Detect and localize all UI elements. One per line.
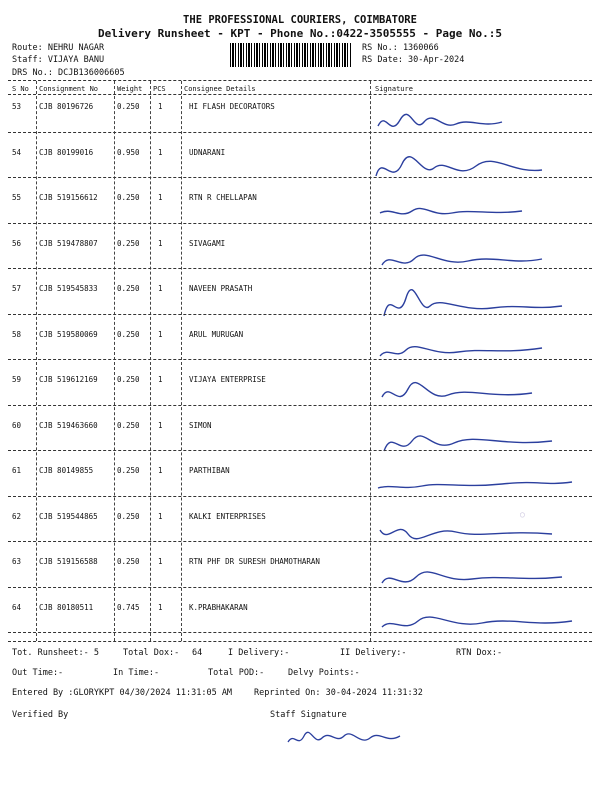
col-signature: Signature xyxy=(375,85,413,93)
row-separator xyxy=(8,359,592,360)
column-divider xyxy=(370,81,371,641)
row-separator xyxy=(8,587,592,588)
row-signature-scribble xyxy=(372,150,590,190)
row-consignee: VIJAYA ENTERPRISE xyxy=(189,375,266,384)
row-weight: 0.745 xyxy=(117,602,140,612)
staff-signature-label: Staff Signature xyxy=(270,710,347,720)
row-consignment-no: CJB 519156588 xyxy=(39,557,98,566)
row-signature-scribble xyxy=(372,559,590,599)
row-consignee: RTN PHF DR SURESH DHAMOTHARAN xyxy=(189,557,320,566)
row-signature-scribble xyxy=(372,104,590,144)
column-divider xyxy=(36,81,37,641)
row-separator xyxy=(8,632,592,633)
row-consignment-no: CJB 519545833 xyxy=(39,284,98,293)
company-stamp: ◯ xyxy=(520,510,525,519)
i-delivery: I Delivery:- xyxy=(228,648,290,658)
row-consignee: NAVEEN PRASATH xyxy=(189,284,253,293)
row-separator xyxy=(8,496,592,497)
header-top-rule xyxy=(8,80,592,81)
row-weight: 0.250 xyxy=(117,557,140,566)
company-title: THE PROFESSIONAL COURIERS, COIMBATORE xyxy=(183,14,417,26)
in-time: In Time:- xyxy=(113,668,160,678)
reprinted-on: Reprinted On: 30-04-2024 11:31:32 xyxy=(254,688,423,698)
row-pcs: 1 xyxy=(158,147,163,157)
row-consignee: HI FLASH DECORATORS xyxy=(189,102,275,111)
row-separator xyxy=(8,450,592,451)
row-pcs: 1 xyxy=(158,602,163,612)
row-signature-scribble xyxy=(372,332,590,372)
row-consignee: PARTHIBAN xyxy=(189,466,230,475)
row-consignment-no: CJB 519544865 xyxy=(39,511,98,521)
row-consignment-no: CJB 519478807 xyxy=(39,238,98,248)
row-separator xyxy=(8,223,592,224)
row-signature-scribble xyxy=(372,241,590,281)
row-sno: 53 xyxy=(12,102,22,111)
column-divider xyxy=(150,81,151,641)
total-pod: Total POD:- xyxy=(208,668,265,678)
row-pcs: 1 xyxy=(158,466,163,475)
row-sno: 59 xyxy=(12,375,22,384)
row-consignee: SIVAGAMI xyxy=(189,238,226,248)
row-signature-scribble xyxy=(372,195,590,235)
row-separator xyxy=(8,132,592,133)
row-sno: 55 xyxy=(12,193,22,202)
route-label: Route: NEHRU NAGAR xyxy=(12,43,105,53)
row-separator xyxy=(8,177,592,178)
row-pcs: 1 xyxy=(158,238,163,248)
row-signature-scribble xyxy=(372,423,590,463)
row-weight: 0.950 xyxy=(117,147,140,157)
row-sno: 63 xyxy=(12,557,22,566)
row-consignment-no: CJB 80199016 xyxy=(39,147,94,157)
row-consignee: RTN R CHELLAPAN xyxy=(189,193,257,202)
row-sno: 60 xyxy=(12,420,22,430)
ii-delivery: II Delivery:- xyxy=(340,648,407,658)
row-pcs: 1 xyxy=(158,102,163,111)
row-sno: 64 xyxy=(12,602,22,612)
col-consignee: Consignee Details xyxy=(184,85,256,93)
row-separator xyxy=(8,405,592,406)
row-signature-scribble xyxy=(372,468,590,508)
row-pcs: 1 xyxy=(158,193,163,202)
row-weight: 0.250 xyxy=(117,375,140,384)
row-separator xyxy=(8,314,592,315)
row-sno: 56 xyxy=(12,238,22,248)
row-consignment-no: CJB 519580069 xyxy=(39,329,98,339)
total-dox-value: 64 xyxy=(192,648,203,658)
row-signature-scribble xyxy=(372,377,590,417)
row-weight: 0.250 xyxy=(117,193,140,202)
row-signature-scribble xyxy=(372,605,590,645)
out-time: Out Time:- xyxy=(12,668,64,678)
tot-runsheet: Tot. Runsheet:- 5 xyxy=(12,648,99,658)
row-consignee: K.PRABHAKARAN xyxy=(189,602,248,612)
row-sno: 54 xyxy=(12,147,22,157)
drs-label: DRS No.: DCJB136006605 xyxy=(12,68,125,78)
row-consignment-no: CJB 80180511 xyxy=(39,602,94,612)
row-sno: 58 xyxy=(12,329,22,339)
table-bottom-rule xyxy=(8,641,592,642)
col-weight: Weight xyxy=(117,85,143,93)
row-weight: 0.250 xyxy=(117,284,140,293)
row-pcs: 1 xyxy=(158,511,163,521)
row-consignment-no: CJB 519463660 xyxy=(39,420,98,430)
row-separator xyxy=(8,541,592,542)
row-sno: 61 xyxy=(12,466,22,475)
row-weight: 0.250 xyxy=(117,420,140,430)
row-consignee: SIMON xyxy=(189,420,212,430)
runsheet-title: Delivery Runsheet - KPT - Phone No.:0422-3505555 - Page No.:5 xyxy=(98,27,502,40)
verified-by: Verified By xyxy=(12,710,69,720)
row-pcs: 1 xyxy=(158,329,163,339)
column-divider xyxy=(181,81,182,641)
row-sno: 57 xyxy=(12,284,22,293)
col-pcs: PCS xyxy=(153,85,166,93)
row-weight: 0.250 xyxy=(117,102,140,111)
row-weight: 0.250 xyxy=(117,466,140,475)
row-consignment-no: CJB 80149855 xyxy=(39,466,94,475)
row-consignment-no: CJB 519612169 xyxy=(39,375,98,384)
row-signature-scribble xyxy=(372,286,590,326)
row-consignee: KALKI ENTERPRISES xyxy=(189,511,266,521)
rs-date: RS Date: 30-Apr-2024 xyxy=(362,55,465,65)
row-pcs: 1 xyxy=(158,375,163,384)
row-pcs: 1 xyxy=(158,557,163,566)
rtn-dox: RTN Dox:- xyxy=(456,648,503,658)
row-consignment-no: CJB 519156612 xyxy=(39,193,98,202)
row-consignee: UDNARANI xyxy=(189,147,226,157)
row-weight: 0.250 xyxy=(117,511,140,521)
total-dox-label: Total Dox:- xyxy=(123,648,180,658)
header-bottom-rule xyxy=(8,94,592,95)
row-signature-scribble xyxy=(372,514,590,554)
entered-by: Entered By :GLORYKPT 04/30/2024 11:31:05 AM xyxy=(12,688,233,698)
staff-signature-scribble xyxy=(284,724,404,752)
col-consignment: Consignment No xyxy=(39,85,99,93)
row-pcs: 1 xyxy=(158,420,163,430)
column-divider xyxy=(114,81,115,641)
row-consignee: ARUL MURUGAN xyxy=(189,329,244,339)
row-consignment-no: CJB 80196726 xyxy=(39,102,94,111)
row-weight: 0.250 xyxy=(117,238,140,248)
row-sno: 62 xyxy=(12,511,22,521)
row-weight: 0.250 xyxy=(117,329,140,339)
rs-number: RS No.: 1360066 xyxy=(362,43,439,53)
delvy-points: Delvy Points:- xyxy=(288,668,360,678)
barcode xyxy=(230,43,352,67)
row-separator xyxy=(8,268,592,269)
col-sno: S No xyxy=(12,85,29,93)
row-pcs: 1 xyxy=(158,284,163,293)
staff-label: Staff: VIJAYA BANU xyxy=(12,55,105,65)
